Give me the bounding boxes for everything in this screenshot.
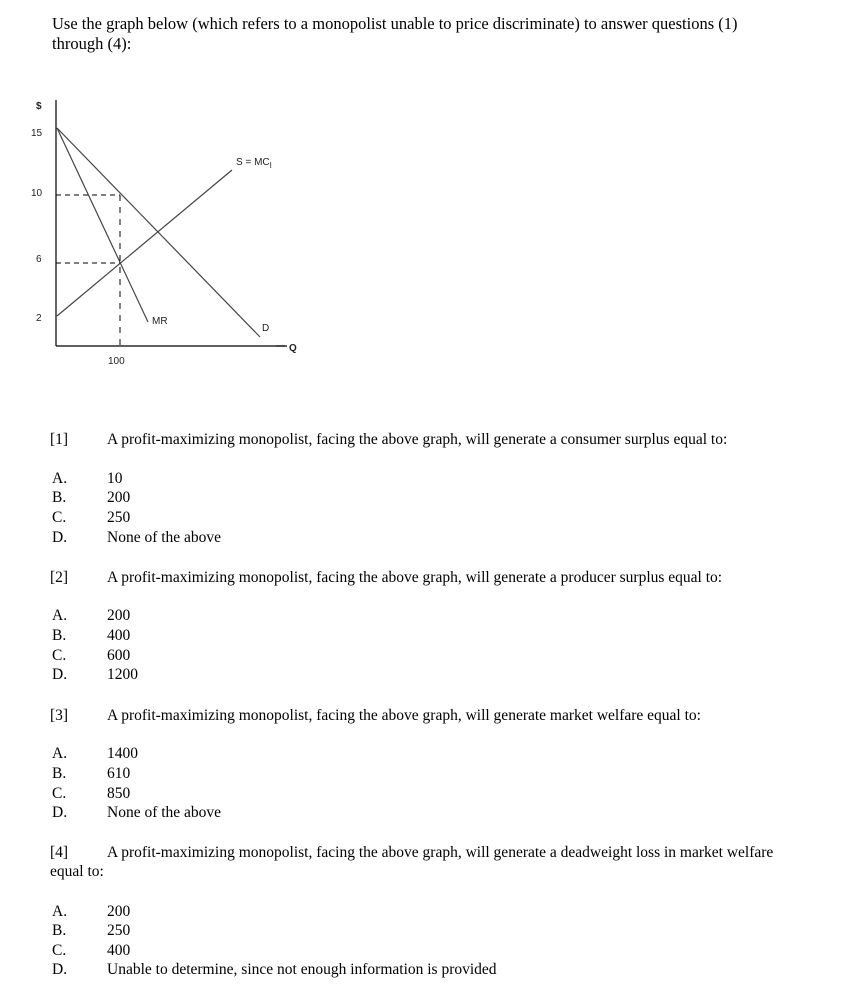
mr-curve [57,128,148,322]
question-text: A profit-maximizing monopolist, facing the above graph, will generate a producer surplus equal to: [107,569,723,586]
option-value: 600 [107,647,131,664]
option-value: None of the above [107,804,222,821]
option-letter: B. [52,922,67,939]
question-number: [3] [50,707,69,724]
option-value: 10 [107,470,123,487]
y-tick-10: 10 [31,188,43,199]
question-text: A profit-maximizing monopolist, facing the above graph, will generate a consumer surplus equal to: [107,431,728,448]
option-letter: D. [52,666,68,683]
intro-text: Use the graph below (which refers to a monopolist unable to price discriminate) to answer questions (1) through (4): [52,14,738,53]
option-value: 400 [107,942,131,959]
question-text: A profit-maximizing monopolist, facing the above graph, will generate market welfare equal to: [107,707,701,724]
x-tick-100: 100 [108,356,125,367]
option-letter: C. [52,509,67,526]
option-letter: B. [52,489,67,506]
option-letter: D. [52,961,68,978]
option-value: 200 [107,903,131,920]
option-value: 1200 [107,666,138,683]
question-number: [1] [50,431,69,448]
option-letter: A. [52,903,68,920]
y-tick-6: 6 [36,254,42,265]
demand-curve [57,128,260,337]
option-letter: A. [52,745,68,762]
option-value: 610 [107,765,131,782]
option-value: 200 [107,489,131,506]
question-number: [4] [50,844,69,861]
option-value: 850 [107,785,131,802]
question-number: [2] [50,569,69,586]
option-value: None of the above [107,529,222,546]
option-letter: A. [52,607,68,624]
option-letter: C. [52,942,67,959]
option-value: 250 [107,509,131,526]
option-value: 400 [107,627,131,644]
option-letter: C. [52,647,67,664]
option-letter: D. [52,529,68,546]
y-tick-15: 15 [31,128,43,139]
option-value: Unable to determine, since not enough information is provided [107,961,497,978]
monopoly-graph [0,90,320,380]
supply-label: $S = MC_I$ [236,157,272,170]
option-letter: A. [52,470,68,487]
x-axis-label: Q [289,343,297,354]
option-letter: D. [52,804,68,821]
option-value: 250 [107,922,131,939]
option-value: 1400 [107,745,138,762]
mr-label: MR [152,316,168,327]
question-text: A profit-maximizing monopolist, facing the above graph, will generate a deadweight loss in market welfare equal to: [50,844,774,880]
option-letter: B. [52,765,67,782]
option-value: 200 [107,607,131,624]
option-letter: B. [52,627,67,644]
y-axis-label: $ [36,101,42,112]
y-tick-2: 2 [36,313,42,324]
option-letter: C. [52,785,67,802]
supply-mc-curve [57,170,232,316]
question-4 [50,843,810,881]
demand-label: D [262,323,270,334]
